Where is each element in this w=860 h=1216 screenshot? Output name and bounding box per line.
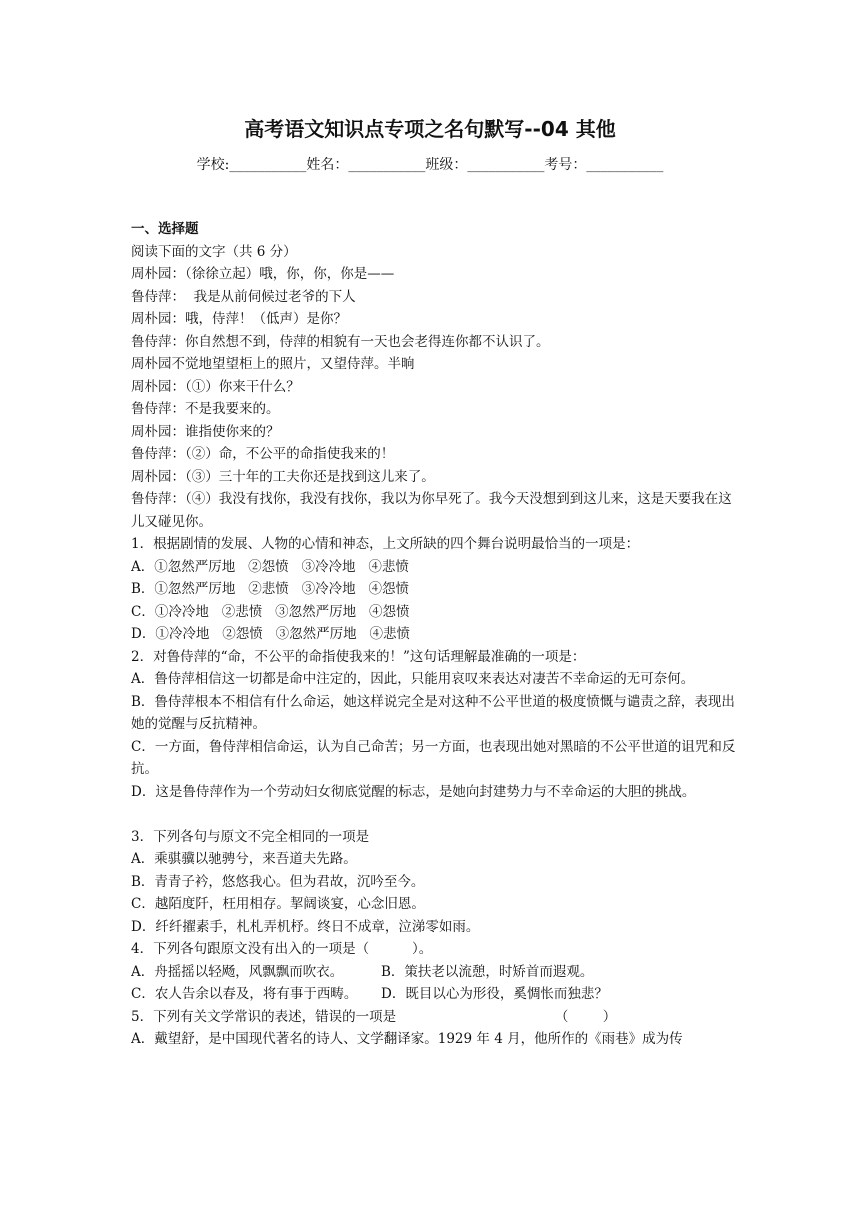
reading-intro: 阅读下面的文字（共 6 分） [131, 243, 297, 260]
answer-option-b: B．①忽然严厉地 ②悲愤 ③冷冷地 ④怨愤 [131, 581, 410, 597]
page-title: 高考语文知识点专项之名句默写--04 其他 [244, 117, 616, 141]
option-row [131, 983, 736, 1006]
dialogue-line: 周朴园：（①）你来干什么？ [131, 378, 300, 395]
question-1 [131, 533, 736, 646]
answer-option-d: D．这是鲁侍萍作为一个劳动妇女彻底觉醒的标志，是她向封建势力与不幸命运的大胆的挑战。 [131, 783, 696, 800]
answer-option-a: A．①忽然严厉地 ②怨愤 ③冷冷地 ④悲愤 [131, 558, 409, 575]
answer-option-c: C．一方面，鲁侍萍相信命运，认为自己命苦；另一方面，也表现出她对黑暗的不公平世道的诅咒和反抗。 [131, 738, 736, 777]
answer-option-b: B．鲁侍萍根本不相信有什么命运，她这样说完全是对这种不公平世道的极度愤慨与谴责之辞，表现出她的觉醒与反抗精神。 [131, 693, 735, 732]
dialogue-line: 周朴园：（徐徐立起）哦，你，你，你是—— [131, 266, 395, 282]
option-row [131, 961, 736, 984]
dialogue-line: 鲁侍萍：（④）我没有找你，我没有找你，我以为你早死了。我今天没想到到这儿来，这是天要我在这儿又碰见你。 [131, 491, 732, 530]
answer-option-d: D．①冷冷地 ②怨愤 ③忽然严厉地 ④悲愤 [131, 626, 410, 642]
question-stem: 2．对鲁侍萍的“命，不公平的命指使我来的！”这句话理解最准确的一项是： [131, 648, 586, 665]
answer-option-d: D．纤纤擢素手，札札弄机杼。终日不成章，泣涕零如雨。 [131, 918, 480, 935]
answer-option-a: A．乘骐骥以驰骋兮，来吾道夫先路。 [131, 851, 357, 867]
answer-option-c: C．农人告余以春及，将有事于西畴。 [131, 986, 358, 1002]
answer-option-b: B．青青子衿，悠悠我心。但为君故，沉吟至今。 [131, 873, 425, 890]
question-stem: 1．根据剧情的发展、人物的心情和神态，上文所缺的四个舞台说明最恰当的一项是： [131, 536, 640, 552]
dialogue-line: 周朴园：（③）三十年的工夫你还是找到这儿来了。 [131, 468, 435, 485]
answer-option-a: A．戴望舒，是中国现代著名的诗人、文学翻译家。1929 年 4 月，他所作的《雨巷》成为传 [131, 1031, 683, 1047]
dialogue-line: 鲁侍萍：不是我要来的。 [131, 401, 280, 417]
question-stem: 5．下列有关文学常识的表述，错误的一项是 （ ） [131, 1008, 617, 1025]
answer-option-d: D．既目以心为形役，奚惆怅而独悲？ [381, 986, 608, 1002]
answer-option-a: A．舟摇摇以轻飏，风飘飘而吹衣。 [131, 963, 344, 980]
dialogue-line: 周朴园：哦，侍萍！（低声）是你？ [131, 311, 347, 327]
dialogue-line: 鲁侍萍：你自然想不到，侍萍的相貌有一天也会老得连你都不认识了。 [131, 333, 550, 350]
answer-option-b: B．策扶老以流憩，时矫首而遐观。 [381, 963, 594, 980]
section-heading: 一、选择题 [131, 221, 199, 237]
spacer [131, 803, 736, 826]
question-3 [131, 826, 736, 939]
question-5 [131, 1006, 736, 1051]
dialogue-line: 周朴园不觉地望望柜上的照片，又望侍萍。半晌 [131, 356, 415, 372]
question-2 [131, 646, 736, 804]
dialogue-line: 鲁侍萍：（②）命，不公平的命指使我来的！ [131, 446, 395, 462]
answer-option-c: C．越陌度阡，枉用相存。挈阔谈宴，心念旧恩。 [131, 896, 425, 912]
answer-option-a: A．鲁侍萍相信这一切都是命中注定的，因此，只能用哀叹来表达对凄苦不幸命运的无可奈何。 [131, 671, 695, 687]
question-stem: 3．下列各句与原文不完全相同的一项是 [131, 828, 370, 845]
question-stem: 4．下列各句跟原文没有出入的一项是（ ）。 [131, 941, 433, 957]
dialogue-line: 鲁侍萍： 我是从前伺候过老爷的下人 [131, 288, 356, 305]
answer-option-c: C．①冷冷地 ②悲愤 ③忽然严厉地 ④怨愤 [131, 603, 410, 620]
exam-body [131, 218, 736, 1051]
student-info-line: 学校:___________姓名：___________班级：___________考号：___________ [196, 157, 664, 173]
dialogue-passage [131, 263, 736, 533]
dialogue-line: 周朴园：谁指使你来的？ [131, 423, 280, 440]
question-4 [131, 938, 736, 1006]
